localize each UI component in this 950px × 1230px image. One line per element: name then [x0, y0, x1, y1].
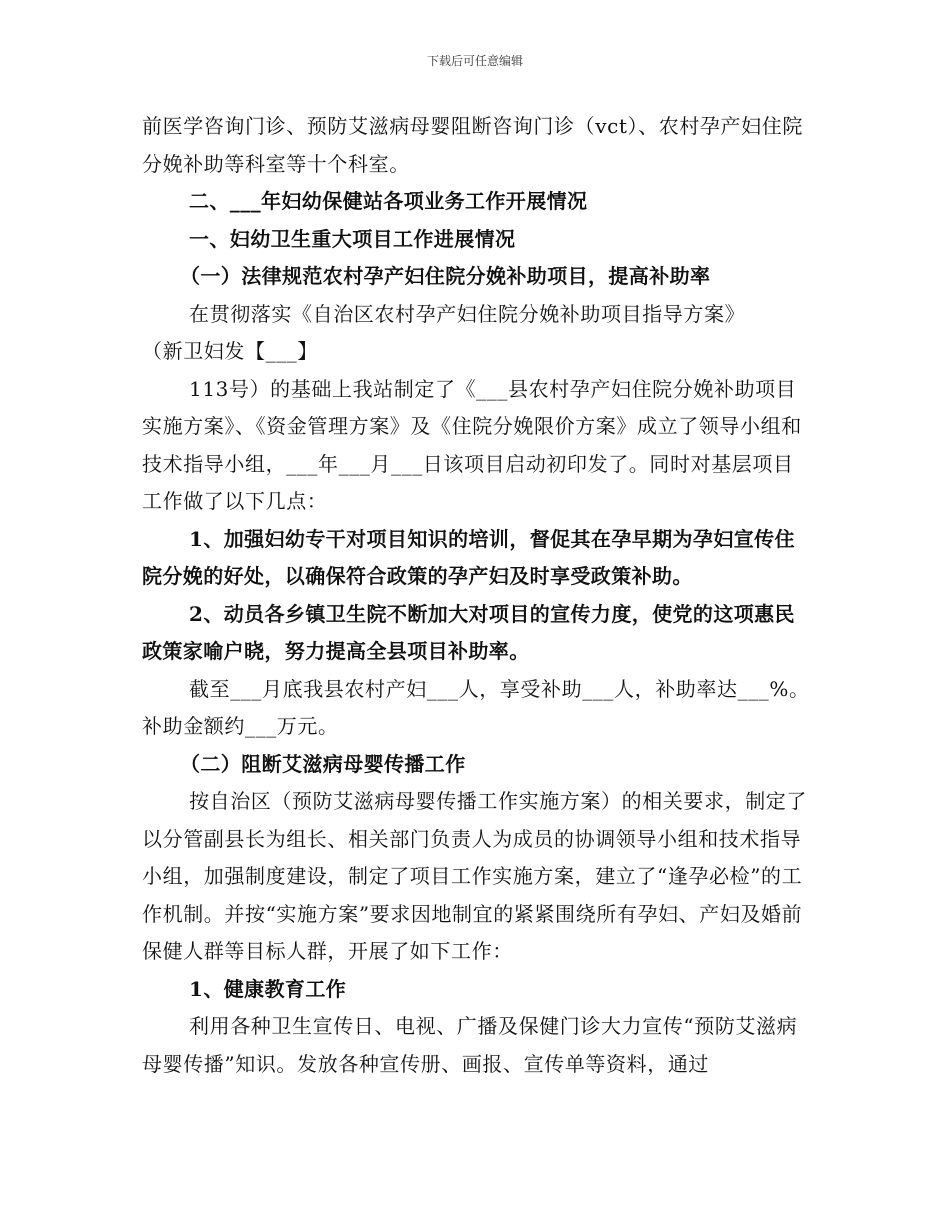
paragraph-plan: 113号）的基础上我站制定了《___县农村孕产妇住院分娩补助项目实施方案》、《资金管理方案》及《住院分娩限价方案》成立了领导小组和技术指导小组，___年___月___日该项目启动初印发了。同时对基层项目工作做了以下几点： — [142, 376, 802, 513]
subsection-heading-2: （二）阻断艾滋病母婴传播工作 — [180, 751, 466, 776]
page-header: 下载后可任意编辑 — [426, 54, 523, 68]
list-item-health-education: 1、健康教育工作 — [189, 976, 347, 1001]
subsection-heading-1: （一）法律规范农村孕产妇住院分娩补助项目，提高补助率 — [180, 264, 711, 288]
paragraph-aids-prevention: 按自治区（预防艾滋病母婴传播工作实施方案）的相关要求，制定了以分管副县长为组长、相关部门负责人为成员的协调领导小组和技术指导小组，加强制度建设，制定了项目工作实施方案，建立了“逢孕必检”的工作机制。并按“实施方案”要求因地制宜的紧紧围绕所有孕妇、产妇及婚前保健人群等目标人群，开展了如下工作： — [142, 789, 807, 963]
paragraph-publicity: 利用各种卫生宣传日、电视、广播及保健门诊大力宣传“预防艾滋病母婴传播”知识。发放各种宣传册、画报、宣传单等资料，通过 — [142, 1014, 798, 1076]
list-item-1: 1、加强妇幼专干对项目知识的培训，督促其在孕早期为孕妇宣传住院分娩的好处，以确保符合政策的孕产妇及时享受政策补助。 — [142, 526, 795, 588]
list-item-2: 2、动员各乡镇卫生院不断加大对项目的宣传力度，使党的这项惠民政策家喻户晓，努力提高全县项目补助率。 — [142, 601, 795, 663]
document-body — [142, 108, 810, 1083]
paragraph-continuation: 前医学咨询门诊、预防艾滋病母婴阻断咨询门诊（vct）、农村孕产妇住院分娩补助等科室等十个科室。 — [142, 114, 803, 176]
section-heading-2: 二、___年妇幼保健站各项业务工作开展情况 — [189, 189, 588, 213]
paragraph-document-ref: （新卫妇发【___】 — [142, 339, 318, 363]
paragraph-statistics: 截至___月底我县农村产妇___人，享受补助___人，补助率达___%。补助金额约___万元。 — [142, 676, 810, 738]
section-heading-1: 一、妇幼卫生重大项目工作进展情况 — [189, 226, 516, 251]
paragraph-implementation: 在贯彻落实《自治区农村孕产妇住院分娩补助项目指导方案》 — [189, 301, 746, 326]
